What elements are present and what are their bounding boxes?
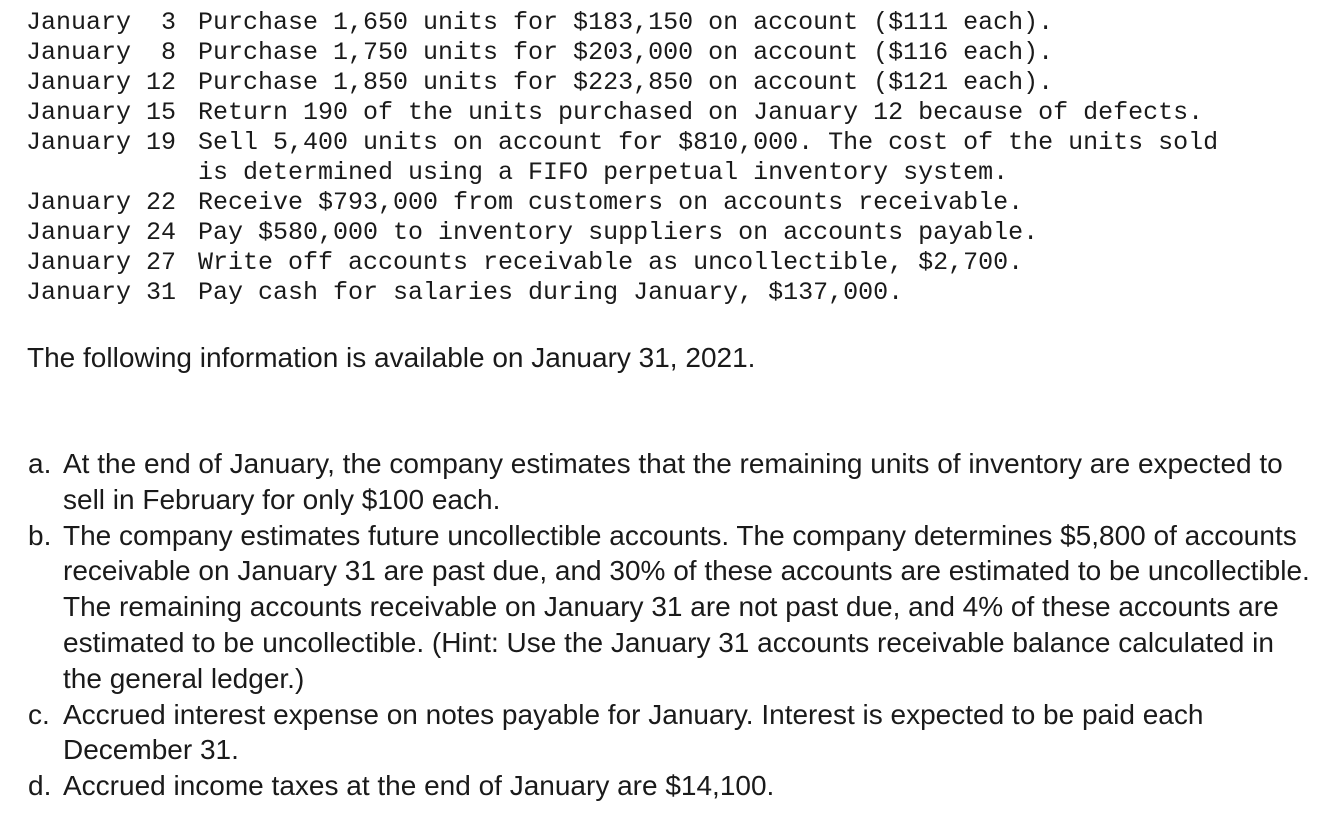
- transaction-date: January 27: [26, 248, 177, 277]
- transaction-description: Purchase 1,850 units for $223,850 on account ($121 each).: [198, 68, 1054, 97]
- transaction-row: [26, 38, 1308, 68]
- transaction-list: [26, 8, 1308, 308]
- adjustment-item: [28, 446, 1318, 518]
- adjustment-item: [28, 697, 1318, 769]
- transaction-description: Write off accounts receivable as uncollectible, $2,700.: [198, 248, 1024, 277]
- adjustment-letter: b.: [28, 519, 52, 551]
- transaction-row: [26, 278, 1308, 308]
- transaction-row: [26, 218, 1308, 248]
- transaction-date: January 12: [26, 68, 177, 97]
- transaction-date: January 19: [26, 128, 177, 157]
- adjustment-text: The company estimates future uncollectible accounts. The company determines $5,800 of accounts receivable on January 31 are past due, and 30% of these accounts are estimated to be uncollectible. The remaining accounts receivable on January 31 are not past due, and 4% of these accounts are estimated to be uncollectible. (Hint: Use the January 31 accounts receivable balance calculated in the general ledger.): [63, 519, 1310, 694]
- transaction-description: Purchase 1,750 units for $203,000 on account ($116 each).: [198, 38, 1054, 67]
- adjustment-item: [28, 768, 1318, 804]
- adjustment-letter: d.: [28, 770, 52, 802]
- adjustment-text: Accrued income taxes at the end of January are $14,100.: [63, 770, 775, 802]
- transaction-row: [26, 128, 1308, 188]
- transaction-date: January 15: [26, 98, 177, 127]
- adjustment-item: [28, 518, 1318, 697]
- transaction-row: [26, 248, 1308, 278]
- transaction-row: [26, 8, 1308, 38]
- intro-text: The following information is available on January 31, 2021.: [27, 342, 756, 373]
- transaction-row: [26, 68, 1308, 98]
- transaction-description: Return 190 of the units purchased on January 12 because of defects.: [198, 98, 1204, 127]
- adjustment-letter: a.: [28, 448, 52, 479]
- transaction-row: [26, 98, 1308, 128]
- transaction-date: January 31: [26, 278, 177, 307]
- adjustment-text: Accrued interest expense on notes payable for January. Interest is expected to be paid each December 31.: [63, 698, 1204, 766]
- transaction-description: Receive $793,000 from customers on accounts receivable.: [198, 188, 1024, 217]
- adjustment-letter: c.: [28, 698, 50, 730]
- transaction-description: Purchase 1,650 units for $183,150 on account ($111 each).: [198, 8, 1054, 37]
- transaction-description: Pay cash for salaries during January, $137,000.: [198, 278, 904, 307]
- transaction-row: [26, 188, 1308, 218]
- transaction-date: January 22: [26, 188, 177, 217]
- transaction-description: Sell 5,400 units on account for $810,000. The cost of the units sold is determined using a FIFO perpetual inventory system.: [198, 128, 1219, 187]
- transaction-date: January 3: [26, 8, 177, 37]
- transaction-description: Pay $580,000 to inventory suppliers on accounts payable.: [198, 218, 1039, 247]
- transaction-date: January 8: [26, 38, 177, 67]
- adjustment-list: [28, 446, 1318, 804]
- transaction-date: January 24: [26, 218, 177, 247]
- adjustment-text: At the end of January, the company estimates that the remaining units of inventory are expected to sell in February for only $100 each.: [63, 448, 1283, 515]
